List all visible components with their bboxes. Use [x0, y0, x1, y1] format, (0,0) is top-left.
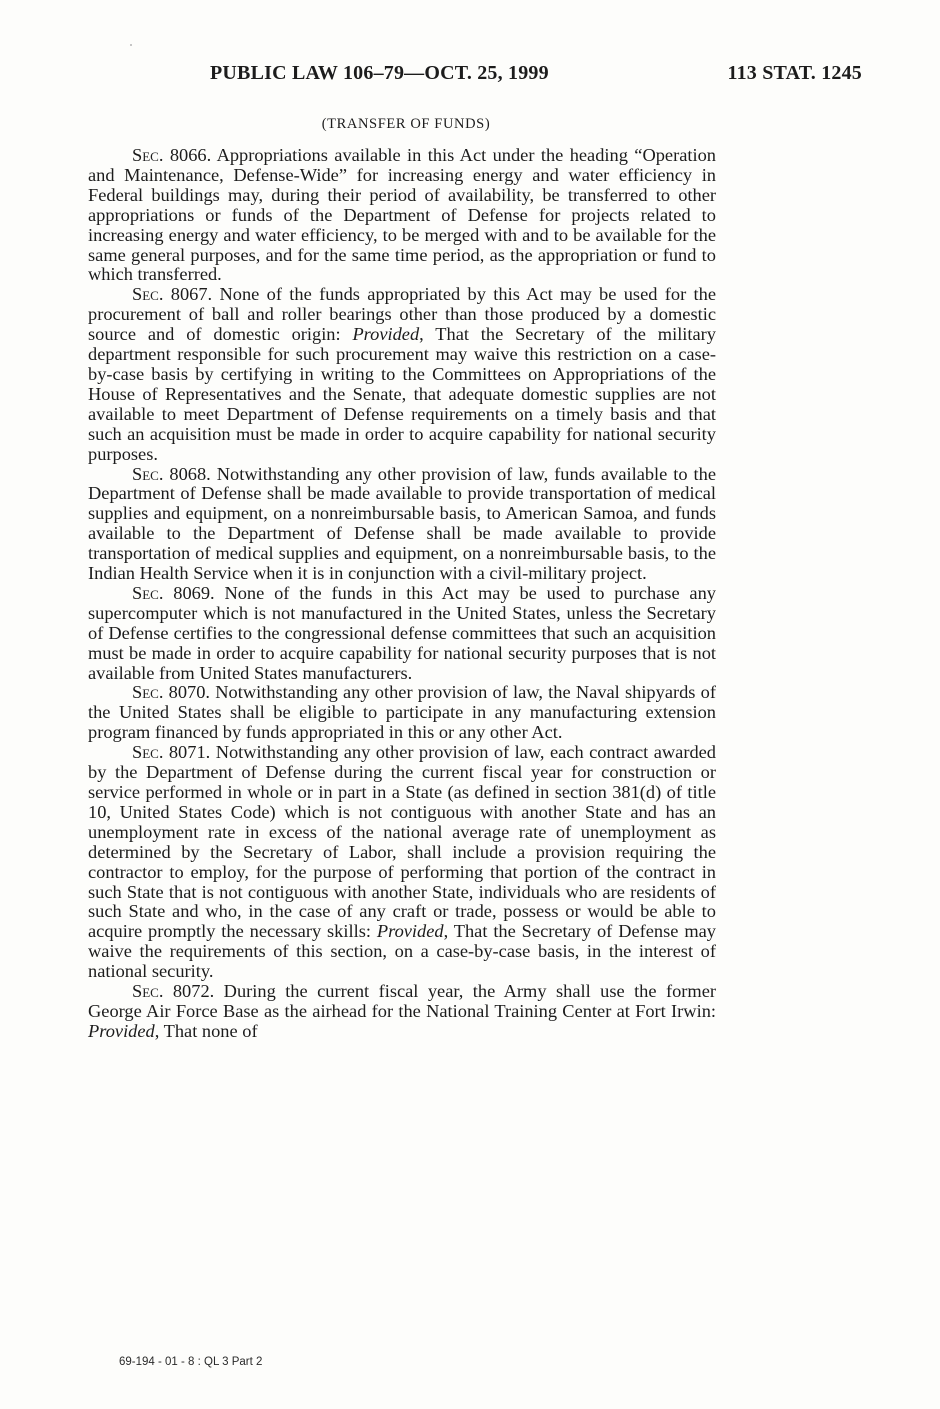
section-text: During the current fiscal year, the Army shall use the former George Air Force Base as the airhead for the National Training Center at Fort Irwin:	[88, 981, 716, 1021]
section-text-continued: , That none of	[154, 1020, 258, 1041]
section-label: Sec.	[132, 463, 164, 484]
section-8070	[88, 683, 716, 743]
section-label: Sec.	[132, 284, 164, 305]
section-heading: (TRANSFER OF FUNDS)	[321, 116, 491, 132]
section-number: 8071.	[163, 742, 216, 763]
section-label: Sec.	[132, 981, 164, 1002]
section-8066	[88, 146, 716, 285]
proviso-italic: Provided	[88, 1020, 155, 1041]
section-number: 8067.	[163, 284, 220, 305]
section-text: None of the funds in this Act may be used to purchase any supercomputer which is not manufactured in the United States, unless the Secretary of Defense certifies to the congressional defense committees that such an acquisition must be made in order to acquire capability for national security purposes that is not available from United States manufacturers.	[88, 582, 716, 683]
section-text-continued: , That the Secretary of Defense may waive the requirements of this section, on a case-by-case basis, in the interest of national security.	[88, 921, 716, 982]
section-text: Notwithstanding any other provision of law, each contract awarded by the Department of Defense during the current fiscal year for construction or service performed in whole or in part in a State (as defined in section 381(d) of title 10, United States Code) which is not contiguous with another State and has an unemployment rate in excess of the national average rate of unemployment as determined by the Secretary of Labor, shall include a provision requiring the contractor to employ, for the purpose of performing that portion of the contract in such State that is not contiguous with another State, individuals who are residents of such State and who, in the case of any craft or trade, possess or would be able to acquire promptly the necessary skills:	[88, 742, 717, 942]
section-number: 8068.	[163, 463, 217, 484]
section-number: 8070.	[163, 682, 216, 703]
section-8068	[88, 465, 716, 584]
section-number: 8066.	[163, 145, 217, 165]
section-8069	[88, 584, 716, 684]
document-body	[88, 146, 716, 1042]
section-label: Sec.	[132, 682, 164, 703]
section-text: Notwithstanding any other provision of law, the Naval shipyards of the United States shall be eligible to participate in any manufacturing extension program financed by funds appropriated in this or any other Act.	[88, 682, 716, 743]
proviso-italic: Provided	[352, 324, 420, 345]
section-label: Sec.	[132, 145, 164, 165]
statute-page-number: 113 STAT. 1245	[727, 62, 862, 84]
section-8071	[88, 743, 716, 982]
section-8072	[88, 982, 716, 1042]
section-label: Sec.	[132, 582, 164, 603]
section-text: Appropriations available in this Act under the heading “Operation and Maintenance, Defense-Wide” for increasing energy and water efficiency in Federal buildings may, during their period of availability, be transferred to other appropriations or funds of the Department of Defense for projects related to increasing energy and water efficiency, to be merged with and to be available for the same general purposes, and for the same time period, as the appropriation or fund to which transferred.	[88, 145, 716, 285]
section-label: Sec.	[132, 742, 164, 763]
section-number: 8069.	[163, 582, 225, 603]
section-number: 8072.	[163, 981, 224, 1002]
section-text: Notwithstanding any other provision of law, funds available to the Department of Defense shall be made available to provide transportation of medical supplies and equipment, on a nonreimbursable basis, to American Samoa, and funds available to the Department of Defense shall be made available to provide transportation of medical supplies and equipment, on a nonreimbursable basis, to the Indian Health Service when it is in conjunction with a civil-military project.	[88, 463, 716, 584]
running-head	[210, 62, 862, 92]
scan-speck	[130, 44, 132, 46]
print-job-footer: 69-194 - 01 - 8 : QL 3 Part 2	[119, 1356, 263, 1368]
section-text: None of the funds appropriated by this Act may be used for the procurement of ball and roller bearings other than those produced by a domestic source and of domestic origin:	[88, 284, 717, 345]
proviso-italic: Provided	[376, 921, 444, 942]
running-head-title: PUBLIC LAW 106–79—OCT. 25, 1999	[210, 62, 549, 84]
section-text-continued: , That the Secretary of the military department responsible for such procurement may waive this restriction on a case-by-case basis by certifying in writing to the Committees on Appropriations of the House of Representatives and the Senate, that adequate domestic supplies are not available to meet Department of Defense requirements on a timely basis and that such an acquisition must be made in order to acquire capability for national security purposes.	[88, 324, 716, 464]
section-8067	[88, 285, 716, 464]
